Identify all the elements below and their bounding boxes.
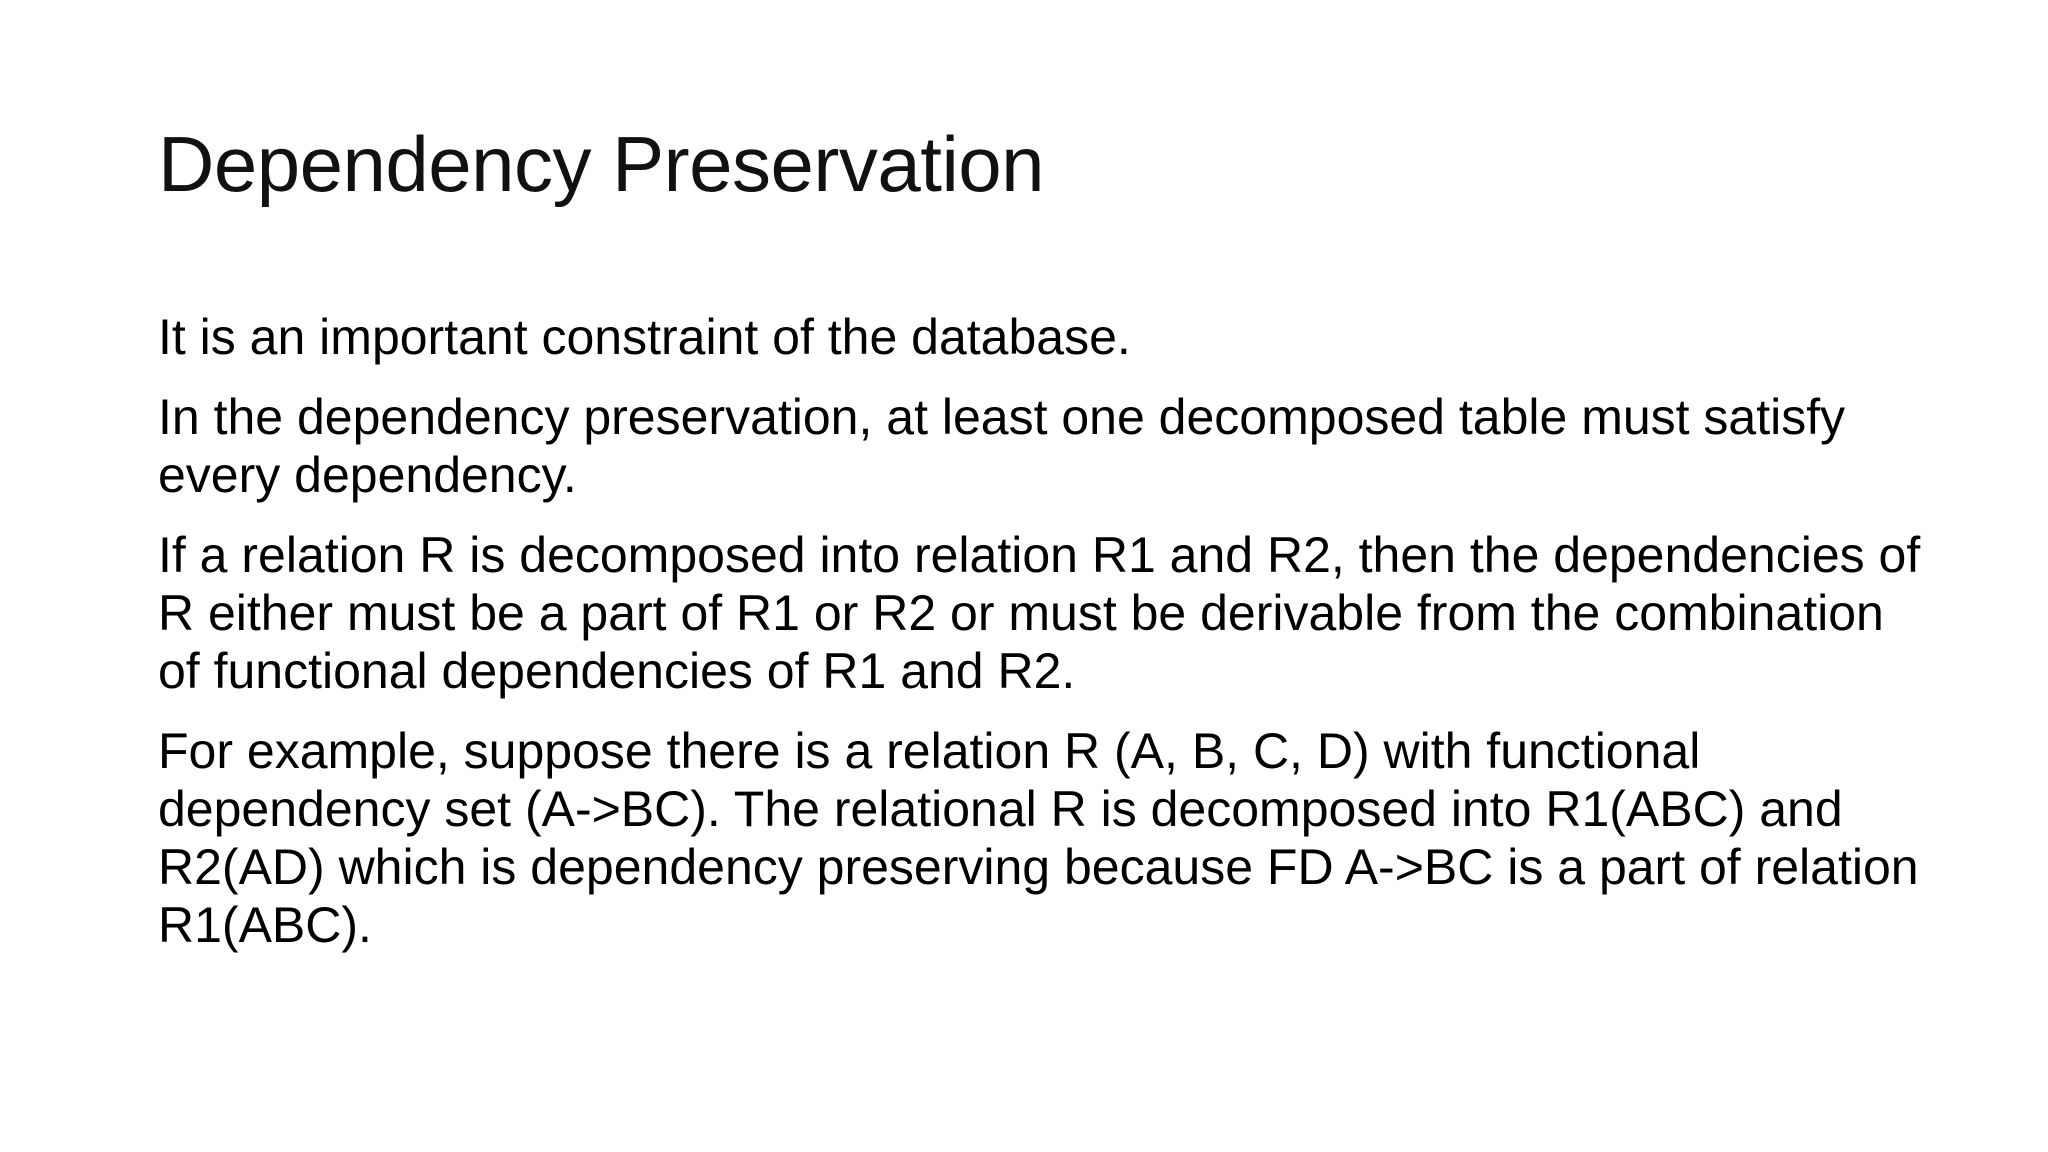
slide-body xyxy=(158,308,1938,976)
paragraph-constraint: It is an important constraint of the database. xyxy=(158,309,1131,365)
slide-title: Dependency Preservation xyxy=(158,120,1045,208)
paragraph-decomposition-rule: If a relation R is decomposed into relation R1 and R2, then the dependencies of R either must be a part of R1 or R2 or must be derivable from the combination of functional dependencies of R1 and R2. xyxy=(158,527,1921,699)
paragraph-example: For example, suppose there is a relation R (A, B, C, D) with functional dependency set (A->BC). The relational R is decomposed into R1(ABC) and R2(AD) which is dependency preserving because FD A->BC is a part of relation R1(ABC). xyxy=(158,723,1919,953)
paragraph-definition: In the dependency preservation, at least one decomposed table must satisfy every dependency. xyxy=(158,389,1846,503)
